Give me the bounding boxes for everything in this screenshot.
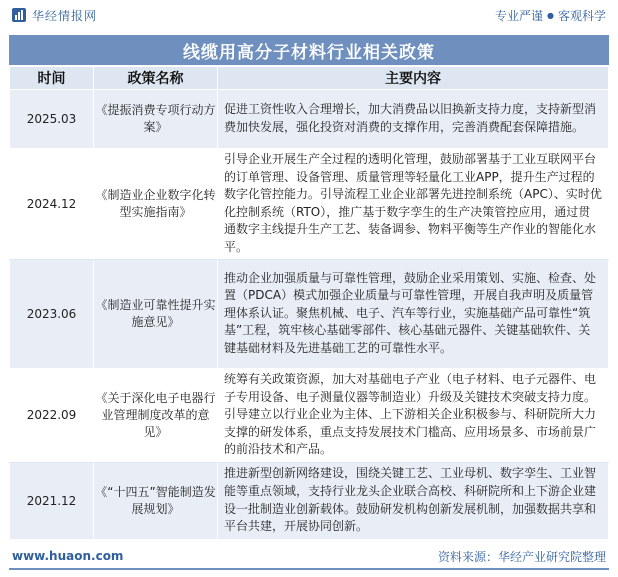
row-content: 引导企业开展生产全过程的透明化管理，鼓励部署基于工业互联网平台的订单管理、设备管理、质量管理等轻量化工业APP，提升生产过程的数字化管控能力。引导流程工业企业部署先进控制系统（APC）、实时优化控制系统（RTO），推广基于数字孪生的生产决策管控应用，通过贯通数字主线提升生产工艺、装备调参、物料平衡等生产作业的智能化水平。 bbox=[218, 149, 609, 260]
table-row bbox=[10, 149, 609, 260]
brand-logo-icon bbox=[12, 8, 26, 22]
table-row bbox=[10, 90, 609, 149]
table-row bbox=[10, 462, 609, 539]
column-header-content: 主要内容 bbox=[218, 67, 609, 90]
policy-table bbox=[9, 66, 609, 540]
slogan-left: 专业严谨 bbox=[494, 8, 543, 23]
table-title: 线缆用高分子材料行业相关政策 bbox=[9, 35, 609, 65]
row-date: 2024.12 bbox=[10, 149, 94, 260]
row-policy-name: 《提振消费专项行动方案》 bbox=[94, 90, 218, 149]
bottom-divider bbox=[9, 568, 609, 570]
footer bbox=[0, 546, 618, 566]
footer-website: www.huaon.com bbox=[12, 549, 124, 563]
brand-name: 华经情报网 bbox=[32, 8, 98, 23]
slogan-separator: ● bbox=[547, 10, 554, 20]
row-content: 推进新型创新网络建设，围绕关键工艺、工业母机、数字孪生、工业智能等重点领域，支持行业龙头企业联合高校、科研院所和上下游企业建设一批制造业创新载体。鼓励研发机构创新发展机制，加强数据共享和平台共建，开展协同创新。 bbox=[218, 462, 609, 539]
column-header-date: 时间 bbox=[10, 67, 94, 90]
row-date: 2021.12 bbox=[10, 462, 94, 539]
row-date: 2025.03 bbox=[10, 90, 94, 149]
slogan bbox=[495, 7, 606, 24]
row-policy-name: 《“十四五”智能制造发展规划》 bbox=[94, 462, 218, 539]
column-header-policy-name: 政策名称 bbox=[94, 67, 218, 90]
table-header-row bbox=[10, 67, 609, 90]
row-policy-name: 《制造业可靠性提升实施意见》 bbox=[94, 259, 218, 368]
table-row bbox=[10, 368, 609, 462]
row-content: 统筹有关政策资源，加大对基础电子产业（电子材料、电子元器件、电子专用设备、电子测量仪器等制造业）升级及关键技术突破支持力度。引导建立以行业企业为主体、上下游相关企业积极参与、科研院所大力支撑的研发体系，重点支持发展技术门槛高、应用场景多、市场前景广的前沿技术和产品。 bbox=[218, 368, 609, 462]
slogan-right: 客观科学 bbox=[557, 8, 606, 23]
row-date: 2023.06 bbox=[10, 259, 94, 368]
row-content: 促进工资性收入合理增长，加大消费品以旧换新支持力度，支持新型消费加快发展，强化投资对消费的支撑作用，完善消费配套保障措施。 bbox=[218, 90, 609, 149]
footer-source: 资料来源：华经产业研究院整理 bbox=[437, 549, 606, 564]
table-row bbox=[10, 259, 609, 368]
top-bar bbox=[0, 0, 618, 30]
row-policy-name: 《制造业企业数字化转型实施指南》 bbox=[94, 149, 218, 260]
row-date: 2022.09 bbox=[10, 368, 94, 462]
row-policy-name: 《关于深化电子电器行业管理制度改革的意见》 bbox=[94, 368, 218, 462]
brand bbox=[12, 7, 97, 24]
row-content: 推动企业加强质量与可靠性管理，鼓励企业采用策划、实施、检查、处置（PDCA）模式加强企业质量与可靠性管理，开展自我声明及质量管理体系认证。聚焦机械、电子、汽车等行业，实施基础产品可靠性“筑基”工程，筑牢核心基础零部件、核心基础元器件、关键基础软件、关键基础材料及先进基础工艺的可靠性水平。 bbox=[218, 259, 609, 368]
